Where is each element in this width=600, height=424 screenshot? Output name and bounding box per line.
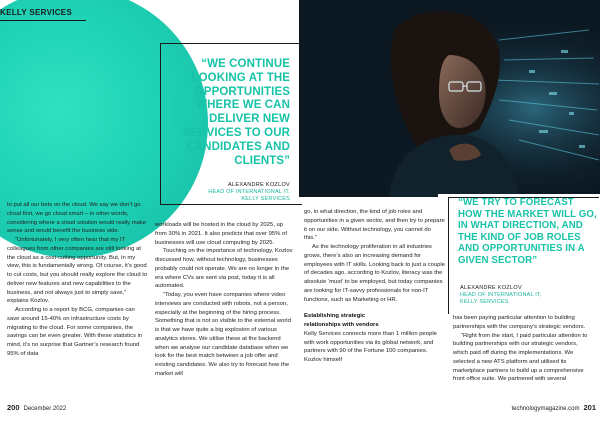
body-column-4 [453, 314, 594, 384]
paragraph: to put all our bets on the cloud. We say we don’t go cloud first, we go cloud smart – in other words, considering where a cloud solution would really make sense and would benefit the business side. [7, 202, 147, 235]
site-link[interactable]: technologymagazine.com [511, 406, 580, 412]
paragraph: “Today, you even have companies where video interviews are conducted with robots, not a person, especially at the beginning of the hiring process. Something that is not so visible to the external world is that we have quite a big explosion of various analytics stores. We utilise these at the backend when we analyse our candidate database when we look for the best match between a job offer and existing candidates. We also try to forecast how the market will [155, 292, 291, 377]
paragraph: As the technology proliferation in all industries grows, there’s also an increasing demand for employees with IT skills. Looking back to just a couple of decades ago, according to Kozlov, literacy was the absolute ‘must’ to be employed, but today companies are looking for IT-savvy professionals for non-IT functions, such as Marketing or HR. [304, 244, 446, 303]
quote-author-company: KELLY SERVICES [241, 195, 290, 202]
subheading [304, 312, 445, 330]
page-number-left: 200 [7, 403, 20, 412]
pull-quote-left: “WE CONTINUE LOOKING AT THE OPPORTUNITIES WHERE WE CAN DELIVER NEW SERVICES TO OUR CANDIDATES AND CLIENTS” [182, 58, 290, 167]
header-rule [0, 20, 86, 21]
issue-date: December 2022 [23, 406, 67, 412]
quote-author-role: HEAD OF INTERNATIONAL IT, [460, 291, 542, 298]
body-column-1 [7, 201, 148, 359]
pull-quote-right-attribution [460, 285, 590, 305]
quote-author-name: ALEXANDRE KOZLOV [460, 285, 522, 291]
footer-left [7, 403, 66, 412]
paragraph: “Right from the start, I paid particular attention to building partnerships with our strategic vendors, which paid off during the implementations. We selected a new ATS platform and utilised its marketplace partners to build up a comprehensive front office suite. We partnered with several [453, 332, 588, 383]
quote-author-name: ALEXANDRE KOZLOV [228, 182, 290, 188]
photo-illustration [299, 0, 600, 197]
page-number-right: 201 [583, 403, 596, 412]
photo-woman-with-data-screens [299, 0, 600, 197]
pull-quote-right: “WE TRY TO FORECAST HOW THE MARKET WILL GO, IN WHAT DIRECTION, AND THE KIND OF JOB ROLES AND OPPORTUNITIES IN A GIVEN SECTOR” [458, 197, 597, 266]
body-column-2 [155, 221, 296, 379]
pull-quote-left-attribution [170, 182, 290, 202]
section-label: KELLY SERVICES [0, 8, 73, 17]
subheading-line-2: relationships with vendors [304, 322, 379, 328]
quote-author-role: HEAD OF INTERNATIONAL IT, [208, 188, 290, 195]
subheading-line-1: Establishing strategic [304, 313, 366, 320]
quote-author-company: KELLY SERVICES [460, 298, 509, 305]
paragraph: Kelly Services connects more than 1 million people with work opportunities via its global network, and partners with 90 of the Fortune 100 companies. Kozlov himself [304, 330, 437, 363]
footer-right [511, 403, 596, 412]
paragraph: go, in what direction, the kind of job roles and opportunities in a given sector, and then try to prepare it on our side. Without technology, you cannot do this.” [304, 209, 445, 242]
body-column-3 [304, 208, 445, 365]
paragraph: workloads will be hosted in the cloud by 2025, up from 30% in 2021. It also predicts that over 95% of businesses will use cloud computing by 2025. [155, 222, 287, 246]
paragraph: Touching on the importance of technology, Kozlov discussed how, without technology, businesses probably could not operate. We are no longer in the era where CVs are sent via post, today it is all automated. [155, 248, 293, 290]
paragraph: has been paying particular attention to building partnerships with the company’s strategic vendors. [453, 315, 586, 330]
paragraph: “Unfortunately, I very often hear that my IT colleagues from other companies are still looking at the cloud as a cost-cutting opportunity. But, in my view, this is fundamentally wrong. Of course, it’s good to cut costs, but you should really explore the cloud to deliver new features and new capabilities to the business, and not always just to simply save,” explains Kozlov. [7, 237, 148, 305]
paragraph: According to a report by BCG, companies can save around 15-40% on infrastructure costs by migrating to the cloud. For some companies, the savings can be even greater. With these statistics in mind, it’s no surprise that Gartner’s research found 95% of data [7, 307, 143, 357]
